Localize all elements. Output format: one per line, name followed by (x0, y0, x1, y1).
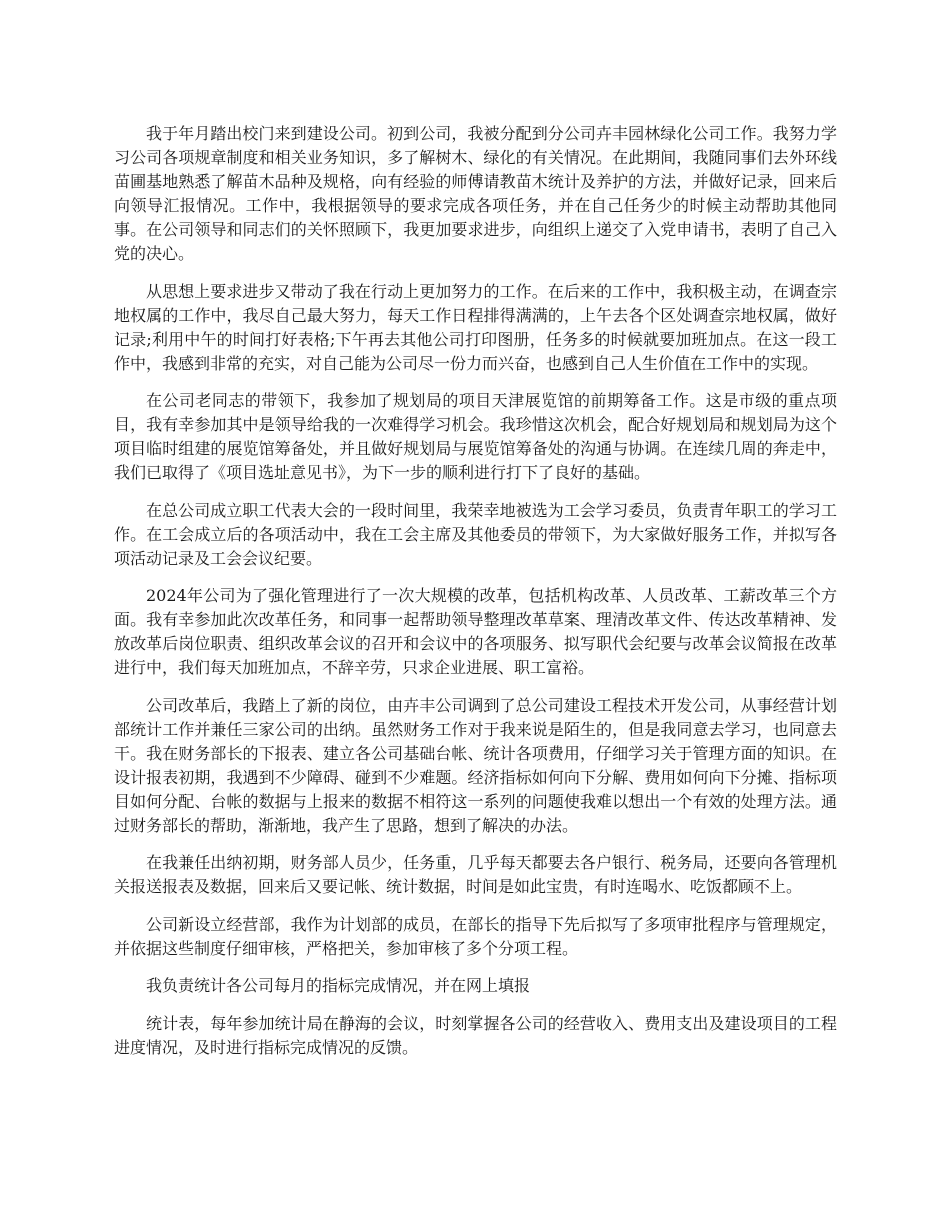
paragraph-4: 在总公司成立职工代表大会的一段时间里，我荣幸地被选为工会学习委员，负责青年职工的学习工作。在工会成立后的各项活动中，我在工会主席及其他委员的带领下，为大家做好服务工作，并拟写各项活动记录及工会会议纪要。 (114, 500, 837, 568)
document-page (114, 122, 837, 1073)
paragraph-9: 我负责统计各公司每月的指标完成情况，并在网上填报 (146, 976, 531, 995)
paragraph-10: 统计表，每年参加统计局在静海的会议，时刻掌握各公司的经营收入、费用支出及建设项目的工程进度情况，及时进行指标完成情况的反馈。 (114, 1013, 837, 1057)
paragraph-3: 在公司老同志的带领下，我参加了规划局的项目天津展览馆的前期筹备工作。这是市级的重点项目，我有幸参加其中是领导给我的一次难得学习机会。我珍惜这次机会，配合好规划局和规划局为这个项目临时组建的展览馆筹备处，并且做好规划局与展览馆筹备处的沟通与协调。在连续几周的奔走中，我们已取得了《项目选址意见书》，为下一步的顺利进行打下了良好的基础。 (114, 391, 837, 482)
paragraph-8: 公司新设立经营部，我作为计划部的成员，在部长的指导下先后拟写了多项审批程序与管理规定，并依据这些制度仔细审核，严格把关，参加审核了多个分项工程。 (114, 914, 837, 958)
paragraph-5: 2024年公司为了强化管理进行了一次大规模的改革，包括机构改革、人员改革、工薪改革三个方面。我有幸参加此次改革任务，和同事一起帮助领导整理改革草案、理清改革文件、传达改革精神、发放改革后岗位职责、组织改革会议的召开和会议中的各项服务、拟写职代会纪要与改革会议简报在改革进行中，我们每天加班加点，不辞辛劳，只求企业进展、职工富裕。 (114, 586, 837, 677)
paragraph-6: 公司改革后，我踏上了新的岗位，由卉丰公司调到了总公司建设工程技术开发公司，从事经营计划部统计工作并兼任三家公司的出纳。虽然财务工作对于我来说是陌生的，但是我同意去学习，也同意去干。我在财务部长的下报表、建立各公司基础台帐、统计各项费用，仔细学习关于管理方面的知识。在设计报表初期，我遇到不少障碍、碰到不少难题。经济指标如何向下分解、费用如何向下分摊、指标项目如何分配、台帐的数据与上报来的数据不相符这一系列的问题使我难以想出一个有效的处理方法。通过财务部长的帮助，渐渐地，我产生了思路，想到了解决的办法。 (114, 695, 837, 835)
paragraph-7: 在我兼任出纳初期，财务部人员少，任务重，几乎每天都要去各户银行、税务局，还要向各管理机关报送报表及数据，回来后又要记帐、统计数据，时间是如此宝贵，有时连喝水、吃饭都顾不上。 (114, 853, 837, 896)
paragraph-2: 从思想上要求进步又带动了我在行动上更加努力的工作。在后来的工作中，我积极主动，在调查宗地权属的工作中，我尽自己最大努力，每天工作日程排得满满的，上午去各个区处调查宗地权属，做好记录;利用中午的时间打好表格;下午再去其他公司打印图册，任务多的时候就要加班加点。在这一段工作中，我感到非常的充实，对自己能为公司尽一份力而兴奋，也感到自己人生价值在工作中的实现。 (114, 281, 837, 373)
paragraph-1: 我于年月踏出校门来到建设公司。初到公司，我被分配到分公司卉丰园林绿化公司工作。我努力学习公司各项规章制度和相关业务知识，多了解树木、绿化的有关情况。在此期间，我随同事们去外环线苗圃基地熟悉了解苗木品种及规格，向有经验的师傅请教苗木统计及养护的方法，并做好记录，回来后向领导汇报情况。工作中，我根据领导的要求完成各项任务，并在自己任务少的时候主动帮助其他同事。在公司领导和同志们的关怀照顾下，我更加要求进步，向组织上递交了入党申请书，表明了自己入党的决心。 (114, 124, 837, 263)
